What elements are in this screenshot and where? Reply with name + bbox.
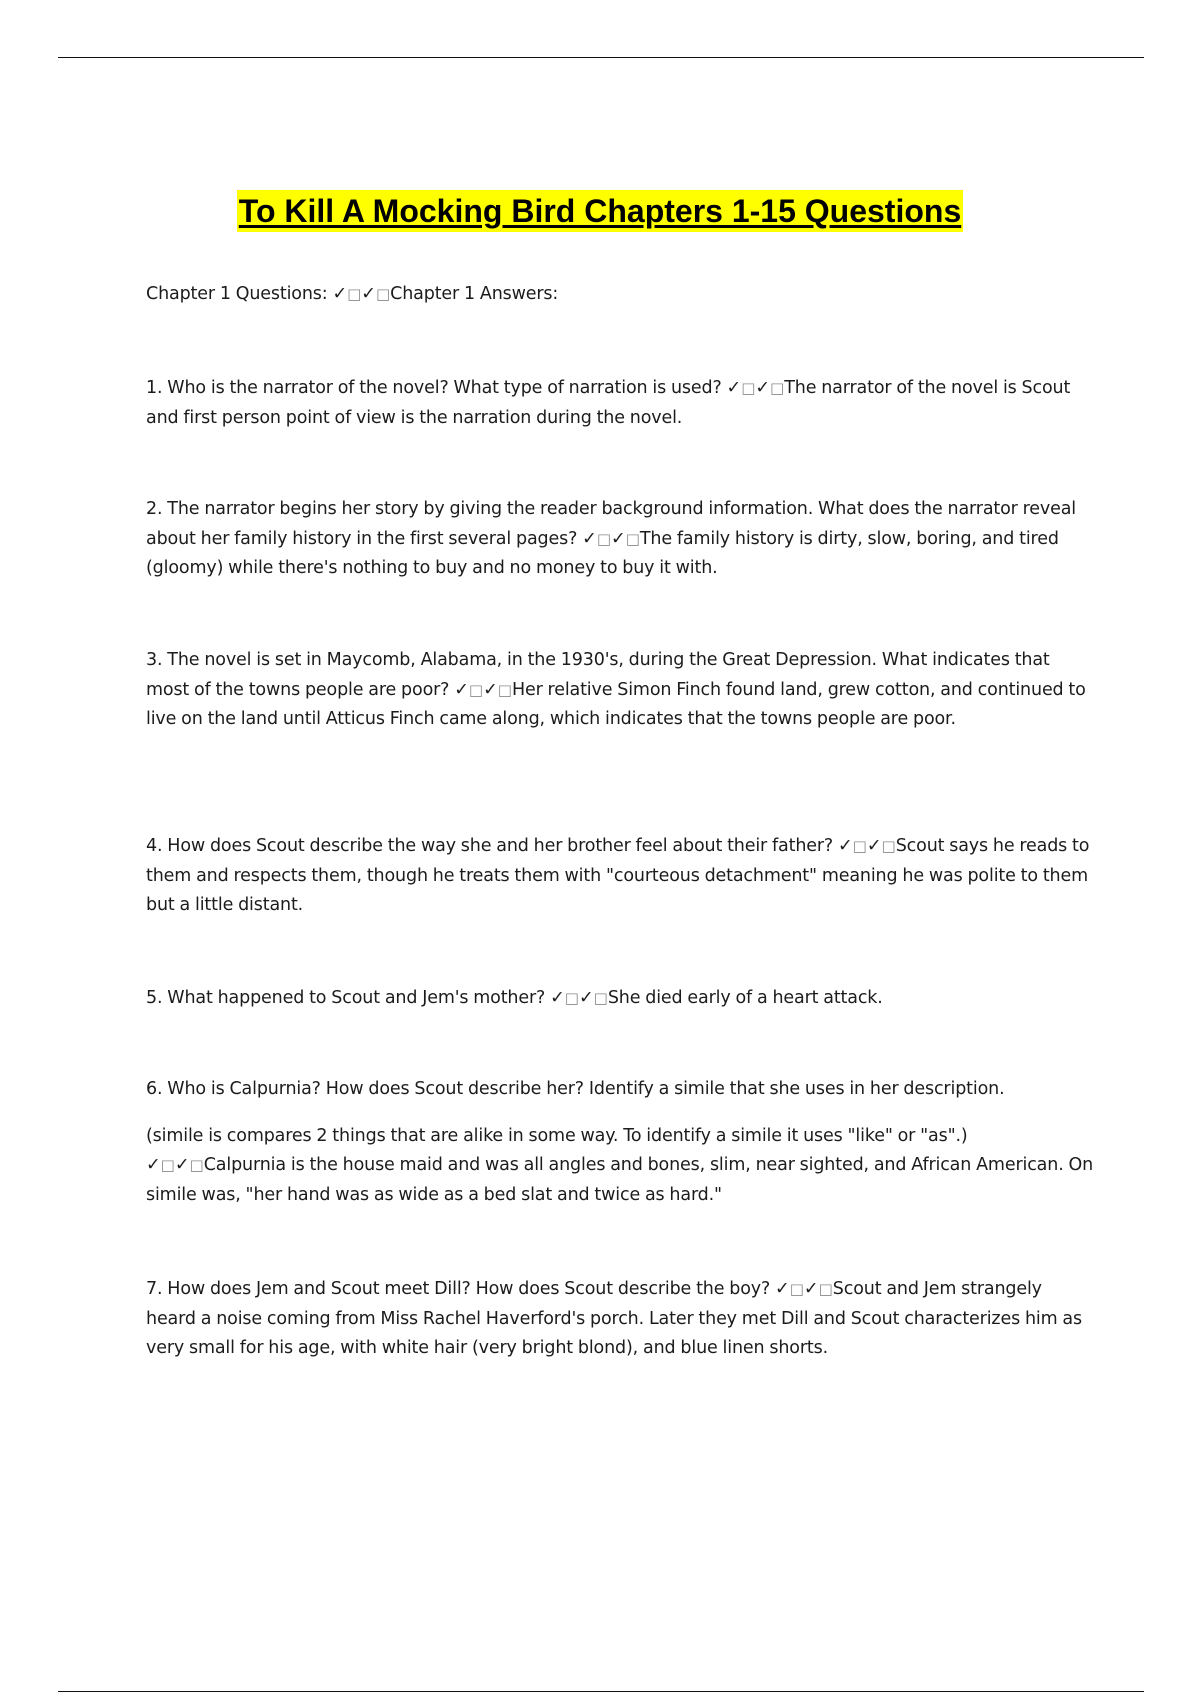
check-icon: ✓ (726, 378, 742, 398)
answer-marker (332, 284, 390, 304)
check-icon: ✓ (174, 1155, 190, 1175)
qa-item-7 (146, 1275, 1096, 1364)
box-icon: □ (818, 1280, 833, 1298)
document-title: To Kill A Mocking Bird Chapters 1-15 Questions (237, 190, 963, 232)
box-icon: □ (789, 1280, 804, 1298)
box-icon: □ (347, 285, 362, 303)
check-icon: ✓ (332, 284, 348, 304)
check-icon: ✓ (611, 528, 626, 549)
box-icon: □ (881, 837, 896, 855)
box-icon: □ (593, 989, 608, 1007)
qa-item-6 (146, 1075, 1096, 1210)
chapter-questions-label: Chapter 1 Questions: (146, 284, 328, 304)
answer-text: She died early of a heart attack. (607, 988, 883, 1008)
qa-item-3 (146, 646, 1096, 735)
answer-text: Scout and Jem strangely heard a noise coming from Miss Rachel Haverford's porch. Later they met Dill and Scout characterizes him as very small for his age, with white hair (very bright blond), and blue linen shorts. (146, 1279, 1082, 1358)
check-icon: ✓ (775, 1279, 790, 1299)
box-icon: □ (497, 680, 512, 699)
check-icon: ✓ (550, 988, 565, 1008)
answer-text: The narrator of the novel is Scout and first person point of view is the narration during the novel. (146, 378, 1071, 428)
check-icon: ✓ (483, 679, 498, 700)
question-note: (simile is compares 2 things that are alike in some way. To identify a simile it uses "like" or "as".) (146, 1125, 968, 1146)
check-icon: ✓ (582, 528, 597, 549)
box-icon: □ (741, 379, 756, 397)
box-icon: □ (375, 285, 391, 303)
answer-text: Scout says he reads to them and respects them, though he treats them with "courteous detachment" meaning he was polite to them but a little distant. (146, 836, 1090, 915)
chapter-header (146, 280, 1096, 310)
check-icon: ✓ (146, 1155, 161, 1175)
answer-marker (454, 680, 512, 700)
answer-text: Her relative Simon Finch found land, grew cotton, and continued to live on the land until Atticus Finch came along, which indicates that the towns people are poor. (146, 679, 1086, 729)
answer-marker (550, 988, 608, 1008)
answer-text: Calpurnia is the house maid and was all angles and bones, slim, near sighted, and African American. On simile was, "her hand was as wide as a bed slat and twice as hard." (146, 1155, 1094, 1205)
answer-text: The family history is dirty, slow, boring, and tired (gloomy) while there's nothing to buy and no money to buy it with. (146, 528, 1059, 578)
bottom-rule (58, 1691, 1144, 1692)
question-text: 2. The narrator begins her story by giving the reader background information. What does the narrator reveal about her family history in the first several pages? (146, 499, 1077, 549)
box-icon: □ (596, 529, 612, 548)
question-text: 1. Who is the narrator of the novel? What type of narration is used? (146, 378, 722, 398)
check-icon: ✓ (578, 988, 594, 1008)
check-icon: ✓ (361, 284, 376, 304)
answer-marker (838, 836, 896, 856)
question-text: 5. What happened to Scout and Jem's mother? (146, 988, 546, 1008)
qa-item-4 (146, 832, 1096, 921)
title-container (0, 190, 1200, 232)
box-icon: □ (852, 837, 867, 855)
check-icon: ✓ (755, 378, 771, 398)
check-icon: ✓ (803, 1279, 819, 1299)
question-text: 4. How does Scout describe the way she and her brother feel about their father? (146, 836, 834, 856)
qa-item-1 (146, 374, 1096, 433)
box-icon: □ (189, 1156, 204, 1174)
answer-marker (775, 1279, 833, 1299)
box-icon: □ (160, 1156, 175, 1174)
qa-item-5 (146, 984, 1096, 1014)
box-icon: □ (770, 379, 785, 397)
check-icon: ✓ (454, 679, 469, 700)
chapter-answers-label: Chapter 1 Answers: (390, 284, 559, 304)
answer-marker (582, 529, 640, 549)
answer-marker (727, 378, 785, 398)
answer-marker (146, 1155, 204, 1175)
box-icon: □ (625, 529, 640, 548)
question-text: 3. The novel is set in Maycomb, Alabama, in the 1930's, during the Great Depression. What indicates that most of the towns people are poor? (146, 650, 1050, 700)
question-text: 7. How does Jem and Scout meet Dill? How does Scout describe the boy? (146, 1279, 771, 1299)
check-icon: ✓ (866, 836, 882, 856)
check-icon: ✓ (837, 836, 853, 856)
box-icon: □ (564, 989, 579, 1007)
top-rule (58, 57, 1144, 58)
qa-item-2 (146, 495, 1096, 584)
box-icon: □ (468, 680, 484, 699)
question-text: 6. Who is Calpurnia? How does Scout describe her? Identify a simile that she uses in her description. (146, 1079, 1005, 1099)
